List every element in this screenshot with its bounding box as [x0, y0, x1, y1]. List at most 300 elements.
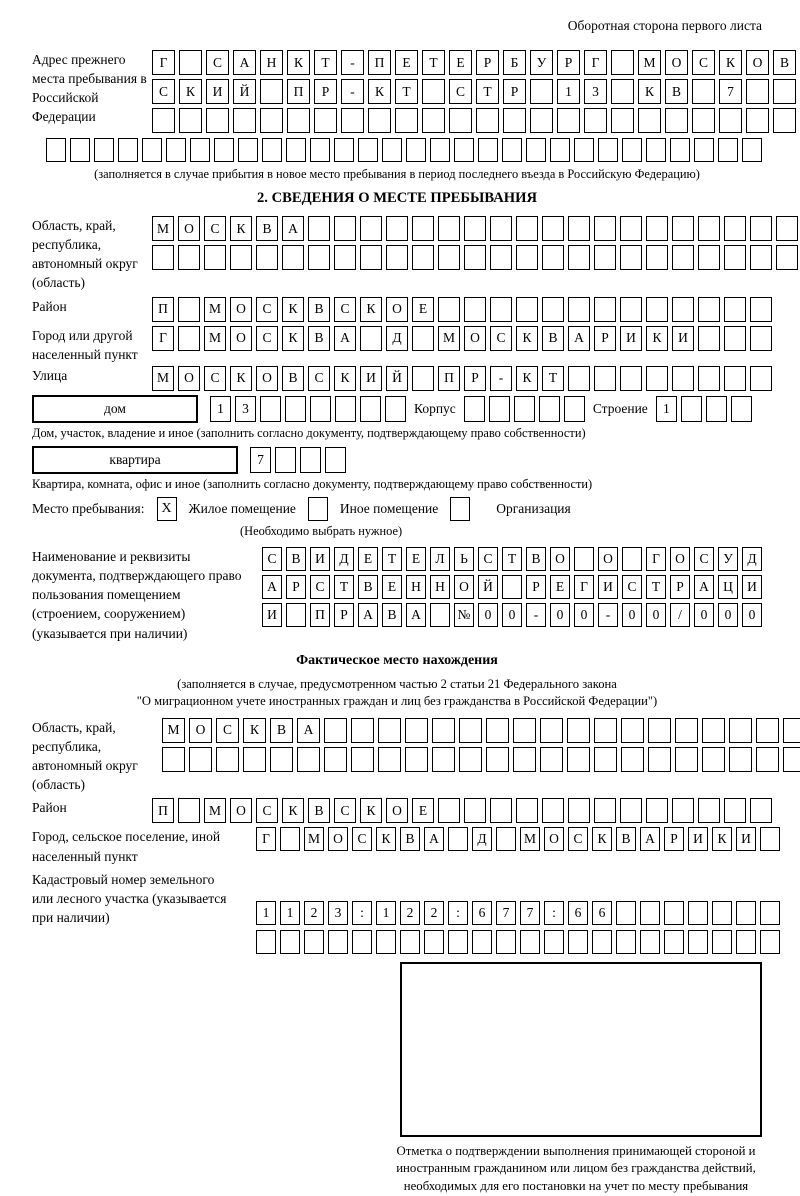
char-cell[interactable]	[516, 798, 538, 823]
char-cell[interactable]	[190, 138, 210, 162]
char-cell[interactable]: С	[334, 798, 356, 823]
char-cell[interactable]	[189, 747, 212, 772]
char-cell[interactable]	[574, 138, 594, 162]
char-cell[interactable]	[672, 216, 694, 241]
char-cell[interactable]	[448, 930, 468, 954]
char-cell[interactable]	[286, 138, 306, 162]
char-cell[interactable]	[46, 138, 66, 162]
char-cell[interactable]: К	[516, 366, 538, 391]
char-cell[interactable]: А	[568, 326, 590, 351]
char-cell[interactable]: Н	[430, 575, 450, 599]
char-cell[interactable]: С	[478, 547, 498, 571]
char-cell[interactable]	[324, 718, 347, 743]
char-cell[interactable]: Й	[386, 366, 408, 391]
char-cell[interactable]: О	[230, 326, 252, 351]
char-cell[interactable]	[702, 747, 725, 772]
char-cell[interactable]	[489, 396, 510, 422]
char-cell[interactable]: В	[358, 575, 378, 599]
char-cell[interactable]: С	[490, 326, 512, 351]
char-cell[interactable]	[672, 798, 694, 823]
char-cell[interactable]: О	[464, 326, 486, 351]
char-cell[interactable]	[724, 366, 746, 391]
char-cell[interactable]	[432, 747, 455, 772]
char-cell[interactable]	[736, 901, 756, 925]
char-cell[interactable]	[310, 138, 330, 162]
char-cell[interactable]: С	[310, 575, 330, 599]
char-cell[interactable]	[448, 827, 468, 851]
char-cell[interactable]: 3	[235, 396, 256, 422]
char-cell[interactable]: Р	[314, 79, 337, 104]
char-cell[interactable]	[773, 108, 796, 133]
char-cell[interactable]	[664, 930, 684, 954]
char-cell[interactable]: Д	[472, 827, 492, 851]
char-cell[interactable]: :	[448, 901, 468, 925]
char-cell[interactable]	[646, 138, 666, 162]
char-cell[interactable]	[622, 138, 642, 162]
char-cell[interactable]	[328, 930, 348, 954]
char-cell[interactable]	[382, 138, 402, 162]
char-cell[interactable]: К	[334, 366, 356, 391]
char-cell[interactable]: Н	[406, 575, 426, 599]
char-cell[interactable]: 2	[424, 901, 444, 925]
char-cell[interactable]	[773, 79, 796, 104]
char-cell[interactable]	[256, 930, 276, 954]
char-cell[interactable]	[476, 108, 499, 133]
char-cell[interactable]: В	[308, 297, 330, 322]
char-cell[interactable]	[620, 245, 642, 270]
checkbox-zhiloe-pomeshchenie[interactable]: X	[157, 497, 177, 521]
char-cell[interactable]	[594, 216, 616, 241]
char-cell[interactable]	[724, 326, 746, 351]
char-cell[interactable]	[698, 798, 720, 823]
char-cell[interactable]: 0	[646, 603, 666, 627]
char-cell[interactable]	[178, 798, 200, 823]
char-cell[interactable]: 0	[550, 603, 570, 627]
char-cell[interactable]: Е	[550, 575, 570, 599]
char-cell[interactable]	[285, 396, 306, 422]
char-cell[interactable]: К	[230, 366, 252, 391]
char-cell[interactable]	[620, 798, 642, 823]
char-cell[interactable]	[621, 747, 644, 772]
char-cell[interactable]	[204, 245, 226, 270]
char-cell[interactable]	[712, 930, 732, 954]
char-cell[interactable]: -	[341, 50, 364, 75]
char-cell[interactable]	[594, 747, 617, 772]
char-cell[interactable]: 6	[592, 901, 612, 925]
char-cell[interactable]	[698, 297, 720, 322]
char-cell[interactable]	[412, 326, 434, 351]
char-cell[interactable]	[464, 216, 486, 241]
char-cell[interactable]: Г	[152, 326, 174, 351]
char-cell[interactable]: Р	[503, 79, 526, 104]
char-cell[interactable]	[672, 297, 694, 322]
char-cell[interactable]: С	[206, 50, 229, 75]
char-cell[interactable]: Р	[526, 575, 546, 599]
char-cell[interactable]	[540, 718, 563, 743]
char-cell[interactable]: Й	[478, 575, 498, 599]
char-cell[interactable]	[646, 798, 668, 823]
char-cell[interactable]: И	[620, 326, 642, 351]
char-cell[interactable]	[314, 108, 337, 133]
char-cell[interactable]: Е	[449, 50, 472, 75]
char-cell[interactable]	[422, 79, 445, 104]
char-cell[interactable]	[260, 396, 281, 422]
char-cell[interactable]	[438, 798, 460, 823]
char-cell[interactable]	[243, 747, 266, 772]
char-cell[interactable]: Г	[584, 50, 607, 75]
char-cell[interactable]	[736, 930, 756, 954]
char-cell[interactable]	[646, 366, 668, 391]
char-cell[interactable]	[520, 930, 540, 954]
char-cell[interactable]: Р	[334, 603, 354, 627]
char-cell[interactable]: 1	[656, 396, 677, 422]
char-cell[interactable]: Д	[386, 326, 408, 351]
char-cell[interactable]	[698, 366, 720, 391]
char-cell[interactable]: Р	[557, 50, 580, 75]
char-cell[interactable]: А	[358, 603, 378, 627]
char-cell[interactable]	[698, 245, 720, 270]
char-cell[interactable]	[368, 108, 391, 133]
char-cell[interactable]: Е	[412, 798, 434, 823]
char-cell[interactable]	[516, 216, 538, 241]
char-cell[interactable]	[216, 747, 239, 772]
char-cell[interactable]	[486, 718, 509, 743]
char-cell[interactable]	[412, 245, 434, 270]
char-cell[interactable]	[564, 396, 585, 422]
char-cell[interactable]	[750, 798, 772, 823]
char-cell[interactable]: С	[256, 798, 278, 823]
char-cell[interactable]	[698, 326, 720, 351]
char-cell[interactable]: А	[262, 575, 282, 599]
char-cell[interactable]: В	[308, 326, 330, 351]
char-cell[interactable]: О	[670, 547, 690, 571]
char-cell[interactable]	[459, 747, 482, 772]
char-cell[interactable]	[118, 138, 138, 162]
char-cell[interactable]	[664, 901, 684, 925]
char-cell[interactable]	[385, 396, 406, 422]
char-cell[interactable]: С	[334, 297, 356, 322]
char-cell[interactable]	[430, 138, 450, 162]
char-cell[interactable]	[300, 447, 321, 473]
char-cell[interactable]: П	[152, 798, 174, 823]
char-cell[interactable]: Т	[646, 575, 666, 599]
char-cell[interactable]	[496, 930, 516, 954]
char-cell[interactable]: М	[304, 827, 324, 851]
char-cell[interactable]: О	[328, 827, 348, 851]
char-cell[interactable]	[430, 603, 450, 627]
char-cell[interactable]	[513, 747, 536, 772]
char-cell[interactable]	[746, 79, 769, 104]
char-cell[interactable]: К	[360, 297, 382, 322]
char-cell[interactable]: Ц	[718, 575, 738, 599]
char-cell[interactable]: К	[287, 50, 310, 75]
char-cell[interactable]	[616, 901, 636, 925]
char-cell[interactable]: А	[334, 326, 356, 351]
char-cell[interactable]: К	[376, 827, 396, 851]
char-cell[interactable]: Р	[464, 366, 486, 391]
char-cell[interactable]: 3	[584, 79, 607, 104]
char-cell[interactable]	[412, 366, 434, 391]
char-cell[interactable]: В	[382, 603, 402, 627]
char-cell[interactable]: Т	[395, 79, 418, 104]
char-cell[interactable]	[638, 108, 661, 133]
char-cell[interactable]	[360, 216, 382, 241]
char-cell[interactable]	[162, 747, 185, 772]
char-cell[interactable]	[275, 447, 296, 473]
char-cell[interactable]	[335, 396, 356, 422]
char-cell[interactable]: Л	[430, 547, 450, 571]
char-cell[interactable]: М	[638, 50, 661, 75]
char-cell[interactable]	[542, 216, 564, 241]
char-cell[interactable]	[574, 547, 594, 571]
char-cell[interactable]	[334, 216, 356, 241]
char-cell[interactable]: О	[598, 547, 618, 571]
char-cell[interactable]: 7	[719, 79, 742, 104]
char-cell[interactable]: К	[638, 79, 661, 104]
char-cell[interactable]	[405, 747, 428, 772]
char-cell[interactable]: 0	[742, 603, 762, 627]
char-cell[interactable]: 3	[328, 901, 348, 925]
char-cell[interactable]	[178, 245, 200, 270]
char-cell[interactable]	[424, 930, 444, 954]
char-cell[interactable]	[783, 718, 800, 743]
char-cell[interactable]	[719, 108, 742, 133]
char-cell[interactable]	[620, 216, 642, 241]
char-cell[interactable]: А	[282, 216, 304, 241]
char-cell[interactable]	[540, 747, 563, 772]
char-cell[interactable]: М	[152, 366, 174, 391]
char-cell[interactable]: Е	[395, 50, 418, 75]
char-cell[interactable]: С	[449, 79, 472, 104]
char-cell[interactable]: К	[282, 798, 304, 823]
char-cell[interactable]	[341, 108, 364, 133]
char-cell[interactable]	[692, 108, 715, 133]
char-cell[interactable]	[395, 108, 418, 133]
char-cell[interactable]: А	[424, 827, 444, 851]
char-cell[interactable]	[386, 216, 408, 241]
char-cell[interactable]: С	[262, 547, 282, 571]
char-cell[interactable]	[94, 138, 114, 162]
char-cell[interactable]: С	[216, 718, 239, 743]
char-cell[interactable]	[449, 108, 472, 133]
char-cell[interactable]: М	[204, 798, 226, 823]
char-cell[interactable]	[179, 50, 202, 75]
char-cell[interactable]	[360, 396, 381, 422]
char-cell[interactable]	[230, 245, 252, 270]
char-cell[interactable]	[776, 216, 798, 241]
char-cell[interactable]	[724, 216, 746, 241]
char-cell[interactable]: О	[256, 366, 278, 391]
char-cell[interactable]: И	[262, 603, 282, 627]
char-cell[interactable]: С	[568, 827, 588, 851]
char-cell[interactable]	[648, 747, 671, 772]
char-cell[interactable]	[459, 718, 482, 743]
char-cell[interactable]	[742, 138, 762, 162]
char-cell[interactable]	[724, 245, 746, 270]
char-cell[interactable]: А	[297, 718, 320, 743]
char-cell[interactable]: О	[386, 297, 408, 322]
char-cell[interactable]: А	[640, 827, 660, 851]
char-cell[interactable]	[712, 901, 732, 925]
char-cell[interactable]: Г	[574, 575, 594, 599]
char-cell[interactable]: Т	[542, 366, 564, 391]
char-cell[interactable]: К	[712, 827, 732, 851]
char-cell[interactable]: Т	[476, 79, 499, 104]
char-cell[interactable]	[526, 138, 546, 162]
char-cell[interactable]	[594, 297, 616, 322]
char-cell[interactable]: Г	[256, 827, 276, 851]
char-cell[interactable]	[400, 930, 420, 954]
char-cell[interactable]	[724, 798, 746, 823]
char-cell[interactable]	[542, 798, 564, 823]
char-cell[interactable]: П	[152, 297, 174, 322]
char-cell[interactable]	[378, 718, 401, 743]
char-cell[interactable]	[620, 366, 642, 391]
char-cell[interactable]	[502, 575, 522, 599]
char-cell[interactable]	[304, 930, 324, 954]
char-cell[interactable]: О	[178, 216, 200, 241]
char-cell[interactable]: 0	[574, 603, 594, 627]
char-cell[interactable]	[386, 245, 408, 270]
char-cell[interactable]	[351, 718, 374, 743]
char-cell[interactable]: О	[746, 50, 769, 75]
char-cell[interactable]	[592, 930, 612, 954]
char-cell[interactable]: О	[665, 50, 688, 75]
char-cell[interactable]	[472, 930, 492, 954]
char-cell[interactable]: 0	[502, 603, 522, 627]
char-cell[interactable]	[594, 245, 616, 270]
char-cell[interactable]: Е	[358, 547, 378, 571]
char-cell[interactable]	[750, 297, 772, 322]
char-cell[interactable]: Е	[406, 547, 426, 571]
char-cell[interactable]: Р	[664, 827, 684, 851]
char-cell[interactable]	[702, 718, 725, 743]
char-cell[interactable]: №	[454, 603, 474, 627]
char-cell[interactable]: Й	[233, 79, 256, 104]
char-cell[interactable]	[516, 297, 538, 322]
char-cell[interactable]: О	[386, 798, 408, 823]
char-cell[interactable]: В	[616, 827, 636, 851]
char-cell[interactable]	[567, 718, 590, 743]
char-cell[interactable]: С	[622, 575, 642, 599]
char-cell[interactable]	[542, 297, 564, 322]
char-cell[interactable]	[376, 930, 396, 954]
char-cell[interactable]: Т	[422, 50, 445, 75]
char-cell[interactable]: О	[454, 575, 474, 599]
char-cell[interactable]: П	[438, 366, 460, 391]
char-cell[interactable]	[438, 245, 460, 270]
char-cell[interactable]: 6	[472, 901, 492, 925]
char-cell[interactable]	[776, 245, 798, 270]
char-cell[interactable]	[567, 747, 590, 772]
char-cell[interactable]: Р	[670, 575, 690, 599]
char-cell[interactable]: 7	[520, 901, 540, 925]
char-cell[interactable]	[490, 798, 512, 823]
char-cell[interactable]	[464, 245, 486, 270]
char-cell[interactable]: А	[694, 575, 714, 599]
char-cell[interactable]: Т	[502, 547, 522, 571]
char-cell[interactable]: В	[256, 216, 278, 241]
char-cell[interactable]	[178, 326, 200, 351]
char-cell[interactable]: И	[360, 366, 382, 391]
char-cell[interactable]	[568, 798, 590, 823]
char-cell[interactable]	[297, 747, 320, 772]
char-cell[interactable]	[287, 108, 310, 133]
char-cell[interactable]	[308, 245, 330, 270]
char-cell[interactable]	[352, 930, 372, 954]
char-cell[interactable]	[568, 216, 590, 241]
char-cell[interactable]	[70, 138, 90, 162]
char-cell[interactable]: В	[270, 718, 293, 743]
char-cell[interactable]	[502, 138, 522, 162]
char-cell[interactable]: Ь	[454, 547, 474, 571]
char-cell[interactable]: О	[550, 547, 570, 571]
char-cell[interactable]	[334, 138, 354, 162]
char-cell[interactable]: С	[694, 547, 714, 571]
char-cell[interactable]	[334, 245, 356, 270]
char-cell[interactable]: К	[282, 326, 304, 351]
char-cell[interactable]: И	[688, 827, 708, 851]
char-cell[interactable]: В	[665, 79, 688, 104]
char-cell[interactable]	[503, 108, 526, 133]
char-cell[interactable]	[688, 930, 708, 954]
char-cell[interactable]: К	[646, 326, 668, 351]
char-cell[interactable]	[640, 930, 660, 954]
char-cell[interactable]	[611, 79, 634, 104]
char-cell[interactable]	[360, 245, 382, 270]
char-cell[interactable]: В	[286, 547, 306, 571]
char-cell[interactable]	[280, 827, 300, 851]
char-cell[interactable]: В	[282, 366, 304, 391]
char-cell[interactable]	[670, 138, 690, 162]
char-cell[interactable]: К	[230, 216, 252, 241]
char-cell[interactable]: М	[204, 326, 226, 351]
char-cell[interactable]: К	[360, 798, 382, 823]
char-cell[interactable]: Е	[382, 575, 402, 599]
char-cell[interactable]	[233, 108, 256, 133]
char-cell[interactable]: К	[592, 827, 612, 851]
char-cell[interactable]: М	[162, 718, 185, 743]
char-cell[interactable]	[681, 396, 702, 422]
char-cell[interactable]	[750, 216, 772, 241]
char-cell[interactable]: О	[544, 827, 564, 851]
char-cell[interactable]: 1	[280, 901, 300, 925]
char-cell[interactable]: 7	[250, 447, 271, 473]
char-cell[interactable]	[729, 718, 752, 743]
char-cell[interactable]	[142, 138, 162, 162]
char-cell[interactable]: М	[204, 297, 226, 322]
char-cell[interactable]: -	[490, 366, 512, 391]
char-cell[interactable]	[206, 108, 229, 133]
char-cell[interactable]	[692, 79, 715, 104]
char-cell[interactable]	[516, 245, 538, 270]
char-cell[interactable]: О	[189, 718, 212, 743]
char-cell[interactable]: 7	[496, 901, 516, 925]
char-cell[interactable]	[694, 138, 714, 162]
char-cell[interactable]	[750, 245, 772, 270]
char-cell[interactable]: 6	[568, 901, 588, 925]
char-cell[interactable]	[568, 297, 590, 322]
char-cell[interactable]	[750, 326, 772, 351]
char-cell[interactable]	[544, 930, 564, 954]
char-cell[interactable]	[594, 718, 617, 743]
char-cell[interactable]	[454, 138, 474, 162]
char-cell[interactable]: У	[530, 50, 553, 75]
char-cell[interactable]: И	[310, 547, 330, 571]
char-cell[interactable]: :	[544, 901, 564, 925]
char-cell[interactable]	[514, 396, 535, 422]
char-cell[interactable]	[568, 245, 590, 270]
